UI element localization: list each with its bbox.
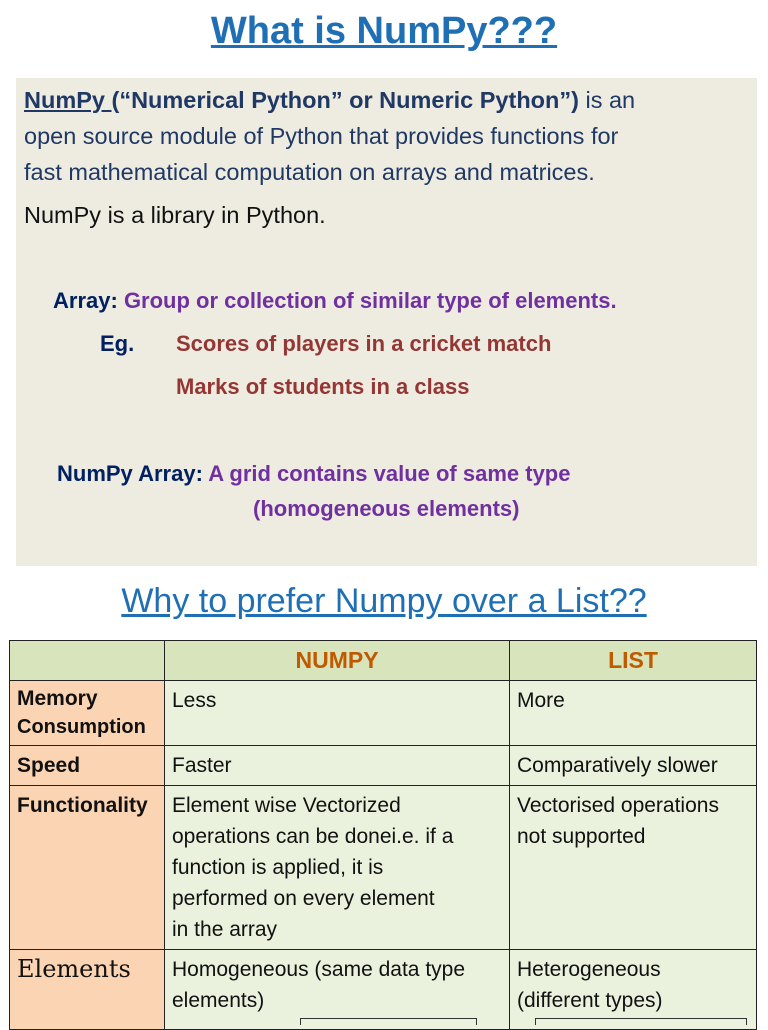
cell-line: function is applied, it is bbox=[172, 856, 384, 879]
array-definition bbox=[53, 283, 617, 319]
table-header-row bbox=[10, 641, 757, 681]
cell-line: elements) bbox=[172, 989, 265, 1012]
cell-line: performed on every element bbox=[172, 887, 435, 910]
eg-label: Eg. bbox=[100, 331, 135, 356]
numpy-array-text: A grid contains value of same type bbox=[208, 461, 571, 486]
header-numpy: NUMPY bbox=[165, 641, 510, 681]
row-list: More bbox=[510, 681, 757, 746]
row-list bbox=[510, 786, 757, 950]
cell-line: Heterogeneous bbox=[517, 958, 661, 981]
array-text: Group or collection of similar type of elements. bbox=[123, 288, 617, 313]
numpy-array-definition bbox=[57, 456, 570, 492]
cell-line: operations can be donei.e. if a bbox=[172, 825, 454, 848]
numpy-link[interactable]: NumPy bbox=[24, 87, 112, 113]
cell-line: not supported bbox=[517, 825, 646, 848]
numpy-array-label: NumPy Array bbox=[57, 461, 196, 486]
cell-line: Homogeneous (same data type bbox=[172, 958, 466, 981]
cell-line: in the array bbox=[172, 918, 278, 941]
intro-line-4: NumPy is a library in Python. bbox=[24, 202, 326, 228]
cell-line: Vectorised operations bbox=[517, 794, 719, 817]
row-list: Comparatively slower bbox=[510, 746, 757, 786]
intro-line-1 bbox=[24, 82, 635, 118]
array-label: Array bbox=[53, 288, 111, 313]
example-1: Scores of players in a cricket match bbox=[176, 331, 552, 356]
row-numpy: Less bbox=[165, 681, 510, 746]
numpy-array-colon: : bbox=[195, 461, 209, 486]
array-colon: : bbox=[110, 288, 124, 313]
row-feature: Elements bbox=[10, 950, 165, 1030]
comparison-table bbox=[9, 640, 757, 1030]
header-list: LIST bbox=[510, 641, 757, 681]
cell-line: (different types) bbox=[517, 989, 663, 1012]
table-row bbox=[10, 786, 757, 950]
numpy-full-name: (“Numerical Python” or Numeric Python”) bbox=[111, 87, 579, 113]
row-numpy bbox=[165, 786, 510, 950]
table-row bbox=[10, 746, 757, 786]
page-title: What is NumPy??? bbox=[210, 10, 558, 52]
row-feature: Speed bbox=[10, 746, 165, 786]
table-row bbox=[10, 681, 757, 746]
row-feature bbox=[10, 681, 165, 746]
section-title: Why to prefer Numpy over a List?? bbox=[121, 582, 647, 620]
intro-line-2: open source module of Python that provides functions for bbox=[24, 123, 619, 149]
cell-line: Element wise Vectorized bbox=[172, 794, 401, 817]
numpy-array-text-2: (homogeneous elements) bbox=[253, 496, 520, 521]
definition-box bbox=[16, 78, 757, 566]
intro-line-3: fast mathematical computation on arrays and matrices. bbox=[24, 159, 595, 185]
example-2: Marks of students in a class bbox=[176, 374, 470, 399]
row-numpy: Faster bbox=[165, 746, 510, 786]
feature-line: Consumption bbox=[17, 716, 146, 738]
header-blank bbox=[10, 641, 165, 681]
intro-rest: is an bbox=[578, 87, 636, 113]
feature-line: Memory bbox=[17, 687, 98, 710]
row-feature: Functionality bbox=[10, 786, 165, 950]
